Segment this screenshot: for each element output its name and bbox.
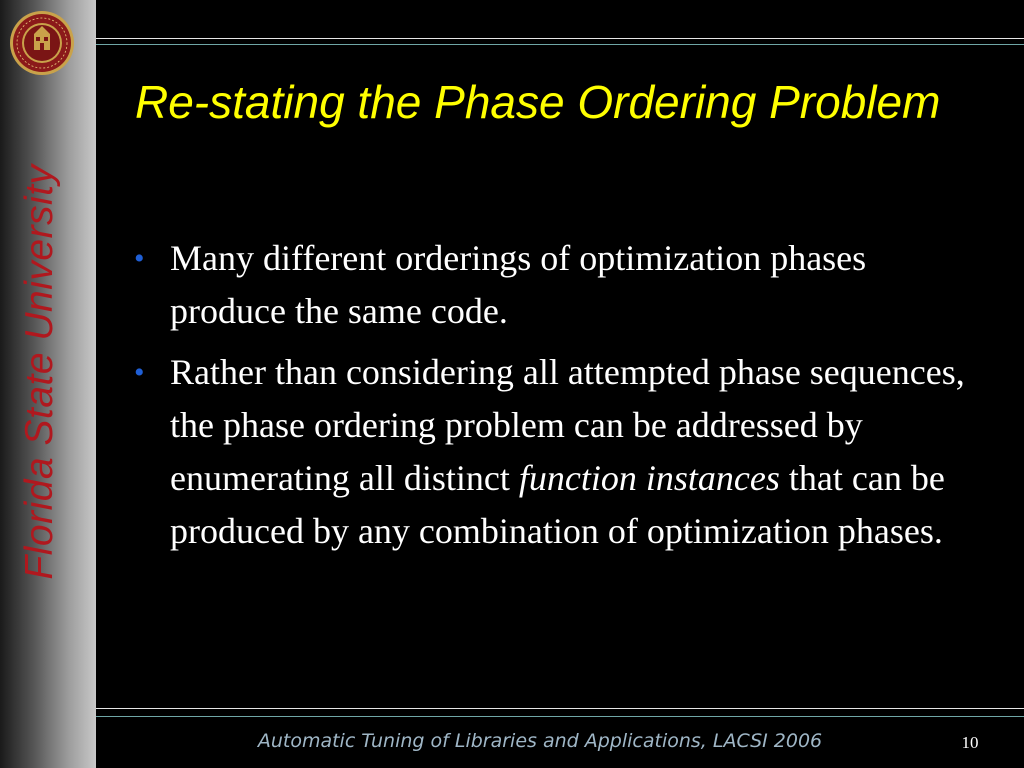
footer-rule-bottom (96, 716, 1024, 717)
bullet-icon: • (134, 242, 145, 275)
bullet-item (126, 346, 986, 558)
slide-title: Re-stating the Phase Ordering Problem (135, 76, 941, 128)
university-seal-icon (9, 10, 75, 76)
bullet-text-start: Rather than considering all attempted phase sequences, the phase ordering problem can be addressed by enumerating all distinct (170, 352, 965, 498)
header-rule-top (96, 38, 1024, 39)
footer-text: Automatic Tuning of Libraries and Applications, LACSI 2006 (257, 730, 823, 752)
page-number: 10 (961, 733, 979, 752)
sidebar-university-title: Florida State University (18, 164, 61, 580)
sidebar (0, 0, 96, 768)
bullet-icon: • (134, 356, 145, 389)
bullet-list (126, 232, 986, 566)
bullet-text-end: that can be produced by any combination of optimization phases. (170, 458, 945, 551)
bullet-item (126, 232, 986, 338)
bullet-text-emphasis: function instances (518, 458, 780, 498)
bullet-text: Many different orderings of optimization phases produce the same code. (170, 238, 867, 331)
footer-rule-top (96, 708, 1024, 709)
header-rule-bottom (96, 44, 1024, 45)
